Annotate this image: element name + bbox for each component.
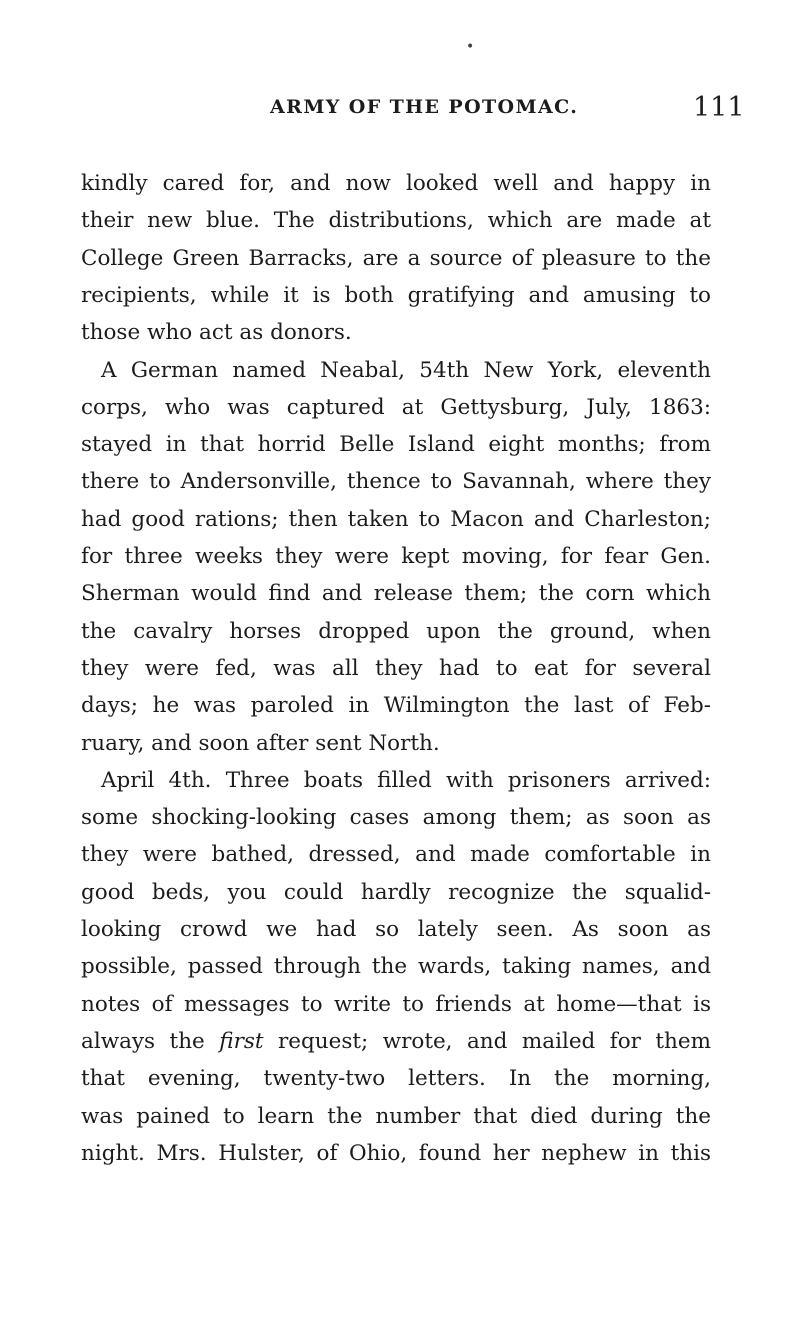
text-line: they were bathed, dressed, and made comfortable in	[81, 842, 711, 868]
text-line: recipients, while it is both gratifying and amusing to	[81, 282, 711, 308]
line-text: request; wrote, and mailed for them	[263, 1028, 711, 1054]
line-text: always the	[81, 1028, 220, 1054]
page-number: 111	[693, 92, 745, 123]
text-line: there to Andersonville, thence to Savannah, where they	[81, 469, 711, 495]
text-line: that evening, twenty-two letters. In the morning,	[81, 1066, 711, 1092]
text-line-with-italic	[81, 1027, 711, 1067]
text-line: April 4th. Three boats filled with prisoners arrived:	[101, 767, 711, 793]
text-line: kindly cared for, and now looked well and happy in	[81, 171, 711, 196]
text-line: days; he was paroled in Wilmington the last of Feb-	[81, 693, 711, 719]
text-line: was pained to learn the number that died during the	[81, 1103, 711, 1129]
text-line: A German named Neabal, 54th New York, eleventh	[101, 357, 711, 383]
text-line: corps, who was captured at Gettysburg, July, 1863:	[81, 394, 711, 420]
text-line: they were fed, was all they had to eat for several	[81, 655, 711, 681]
text-line: those who act as donors.	[81, 320, 352, 346]
text-line: had good rations; then taken to Macon and Charleston;	[81, 506, 711, 532]
running-title: ARMY OF THE POTOMAC.	[270, 96, 579, 118]
text-line: their new blue. The distributions, which are made at	[81, 208, 711, 234]
text-line: good beds, you could hardly recognize the squalid-	[81, 879, 711, 905]
text-line: some shocking-looking cases among them; as soon as	[81, 805, 711, 831]
text-line: ruary, and soon after sent North.	[81, 730, 440, 756]
text-line: College Green Barracks, are a source of pleasure to the	[81, 245, 711, 271]
text-line: possible, passed through the wards, taking names, and	[81, 954, 711, 980]
text-line: the cavalry horses dropped upon the ground, when	[81, 618, 711, 644]
running-head	[0, 92, 800, 128]
italic-word: first	[219, 1028, 264, 1054]
text-line: night. Mrs. Hulster, of Ohio, found her nephew in this	[81, 1140, 711, 1166]
text-line: stayed in that horrid Belle Island eight months; from	[81, 432, 711, 458]
text-line: for three weeks they were kept moving, for fear Gen.	[81, 544, 711, 569]
text-line: notes of messages to write to friends at home—that is	[81, 991, 711, 1017]
text-line: Sherman would find and release them; the corn which	[81, 581, 711, 607]
page-speck: •	[466, 39, 475, 55]
text-line: looking crowd we had so lately seen. As soon as	[81, 917, 711, 942]
